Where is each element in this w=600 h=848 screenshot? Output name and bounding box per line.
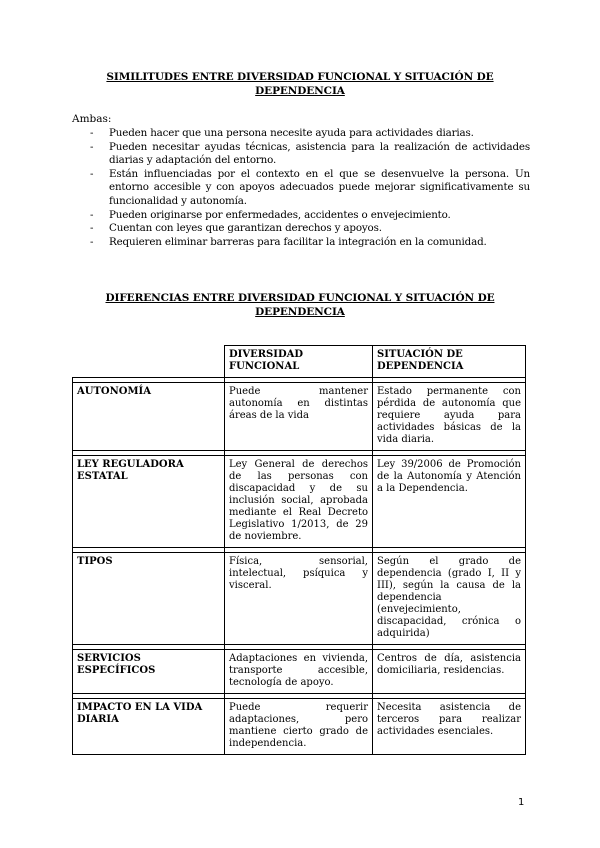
table-row bbox=[73, 456, 526, 548]
similarities-title bbox=[78, 70, 522, 98]
differences-title-line2: DEPENDENCIA bbox=[255, 306, 345, 318]
list-item-text: Pueden necesitar ayudas técnicas, asistencia para la realización de actividades diarias y adaptación del entorno. bbox=[109, 140, 530, 167]
row-label: IMPACTO EN LA VIDA DIARIA bbox=[73, 699, 225, 755]
table-row bbox=[73, 383, 526, 451]
row-label: SERVICIOS ESPECÍFICOS bbox=[73, 650, 225, 694]
list-item: - Pueden originarse por enfermedades, accidentes o envejecimiento. bbox=[90, 208, 451, 221]
similarities-intro: Ambas: bbox=[72, 113, 112, 125]
table-row bbox=[73, 650, 526, 694]
cell-dependencia: Centros de día, asistencia domiciliaria, residencias. bbox=[373, 650, 526, 694]
table-corner-cell bbox=[73, 346, 225, 378]
similarities-title-line1: SIMILITUDES ENTRE DIVERSIDAD FUNCIONAL Y SITUACIÓN DE bbox=[106, 71, 494, 83]
list-item: - Pueden necesitar ayudas técnicas, asistencia para la realización de actividades diarias y adaptación del entorno. bbox=[90, 140, 530, 167]
similarities-title-line2: DEPENDENCIA bbox=[255, 85, 345, 97]
row-label: LEY REGULADORA ESTATAL bbox=[73, 456, 225, 548]
table-row bbox=[73, 553, 526, 645]
list-item-text: Requieren eliminar barreras para facilitar la integración en la comunidad. bbox=[109, 235, 487, 248]
differences-table bbox=[72, 345, 526, 755]
cell-dependencia: Necesita asistencia de terceros para realizar actividades esenciales. bbox=[373, 699, 526, 755]
page-number: 1 bbox=[518, 797, 525, 808]
cell-dependencia: Estado permanente con pérdida de autonomía que requiere ayuda para actividades básicas de la vida diaria. bbox=[373, 383, 526, 451]
list-item: - Están influenciadas por el contexto en el que se desenvuelve la persona. Un entorno accesible y con apoyos adecuados puede mejorar significativamente su funcionalidad y autonomía. bbox=[90, 167, 530, 207]
list-item-text: Están influenciadas por el contexto en el que se desenvuelve la persona. Un entorno accesible y con apoyos adecuados puede mejorar significativamente su funcionalidad y autonomía. bbox=[109, 167, 530, 207]
header-diversidad: DIVERSIDAD FUNCIONAL bbox=[225, 346, 373, 378]
cell-diversidad: Física, sensorial, intelectual, psíquica y visceral. bbox=[225, 553, 373, 645]
cell-diversidad: Ley General de derechos de las personas con discapacidad y de su inclusión social, aprobada mediante el Real Decreto Legislativo 1/2013, de 29 de noviembre. bbox=[225, 456, 373, 548]
row-label: AUTONOMÍA bbox=[73, 383, 225, 451]
table-header-row bbox=[73, 346, 526, 378]
header-dependencia: SITUACIÓN DE DEPENDENCIA bbox=[373, 346, 526, 378]
differences-title bbox=[78, 291, 522, 319]
list-item-text: Cuentan con leyes que garantizan derechos y apoyos. bbox=[109, 222, 382, 235]
similarities-list bbox=[72, 127, 530, 249]
list-item: - Pueden hacer que una persona necesite ayuda para actividades diarias. bbox=[90, 127, 474, 139]
table-row bbox=[73, 699, 526, 755]
list-item-text: Pueden originarse por enfermedades, accidentes o envejecimiento. bbox=[109, 208, 451, 221]
cell-diversidad: Puede requerir adaptaciones, pero mantiene cierto grado de independencia. bbox=[225, 699, 373, 755]
list-item: - Requieren eliminar barreras para facilitar la integración en la comunidad. bbox=[90, 235, 487, 248]
cell-dependencia: Ley 39/2006 de Promoción de la Autonomía y Atención a la Dependencia. bbox=[373, 456, 526, 548]
cell-diversidad: Adaptaciones en vivienda, transporte accesible, tecnología de apoyo. bbox=[225, 650, 373, 694]
cell-diversidad: Puede mantener autonomía en distintas áreas de la vida bbox=[225, 383, 373, 451]
differences-title-line1: DIFERENCIAS ENTRE DIVERSIDAD FUNCIONAL Y SITUACIÓN DE bbox=[105, 292, 495, 304]
cell-dependencia: Según el grado de dependencia (grado I, II y III), según la causa de la dependencia (envejecimiento, discapacidad, crónica o adquirida) bbox=[373, 553, 526, 645]
list-item-text: Pueden hacer que una persona necesite ayuda para actividades diarias. bbox=[109, 127, 474, 139]
row-label: TIPOS bbox=[73, 553, 225, 645]
list-item: - Cuentan con leyes que garantizan derechos y apoyos. bbox=[90, 222, 382, 235]
